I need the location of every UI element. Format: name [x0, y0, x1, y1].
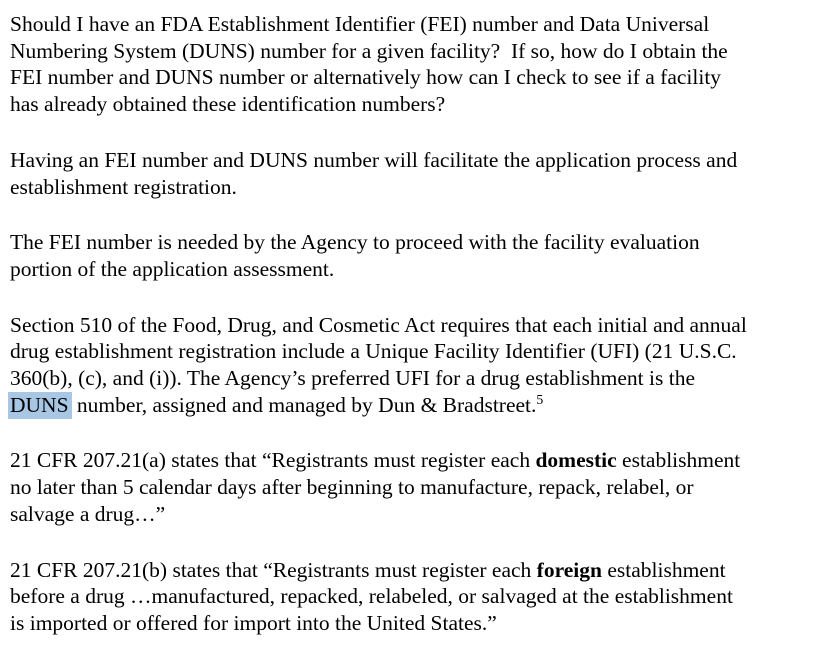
paragraph [10, 11, 836, 118]
text-line [10, 447, 836, 474]
text-segment: 21 CFR 207.21(b) states that “Registrants must register each [10, 557, 537, 582]
paragraph [10, 557, 836, 637]
text-line [10, 174, 836, 201]
text-segment: number, assigned and managed by Dun & Bradstreet. [71, 392, 537, 417]
bold-text-segment: foreign [536, 557, 602, 582]
text-segment: establishment [616, 448, 741, 473]
text-segment: salvage a drug…” [10, 501, 166, 526]
text-segment: Should I have an FDA Establishment Identifier (FEI) number and Data Universal [10, 12, 710, 36]
text-segment: 360(b), (c), and (i)). The Agency’s preferred UFI for a drug establishment is the [10, 366, 695, 391]
text-line [10, 312, 836, 339]
text-line [10, 557, 836, 584]
bold-text-segment: domestic [535, 448, 617, 473]
text-segment: establishment [601, 557, 726, 582]
text-line [10, 256, 836, 283]
footnote-reference: 5 [536, 391, 544, 407]
text-line [10, 229, 836, 256]
highlighted-text: DUNS [8, 392, 72, 419]
text-segment: The FEI number is needed by the Agency to proceed with the facility evaluation [10, 230, 700, 255]
text-line [10, 501, 836, 528]
text-line [10, 147, 836, 174]
paragraph [10, 447, 836, 527]
text-line [10, 11, 836, 38]
text-segment: no later than 5 calendar days after beginning to manufacture, repack, relabel, or [10, 475, 694, 500]
text-segment: FEI number and DUNS number or alternatively how can I check to see if a facility [10, 65, 722, 90]
text-line [10, 583, 836, 610]
text-segment: Section 510 of the Food, Drug, and Cosmetic Act requires that each initial and annual [10, 312, 747, 337]
text-segment: drug establishment registration include a Unique Facility Identifier (UFI) (21 U.S.C. [10, 339, 737, 364]
text-line [10, 91, 836, 118]
paragraph [10, 229, 836, 282]
text-line [10, 38, 836, 65]
paragraph [10, 147, 836, 200]
text-segment: portion of the application assessment. [10, 256, 335, 281]
text-line [10, 610, 836, 637]
text-segment: 21 CFR 207.21(a) states that “Registrants must register each [10, 448, 536, 473]
text-line [10, 392, 836, 419]
text-segment: Numbering System (DUNS) number for a given facility? If so, how do I obtain the [10, 38, 728, 63]
text-segment: before a drug …manufactured, repacked, relabeled, or salvaged at the establishment [10, 584, 733, 609]
text-segment: establishment registration. [10, 174, 237, 199]
text-line [10, 474, 836, 501]
paragraph [10, 312, 836, 419]
text-line [10, 338, 836, 365]
text-segment: is imported or offered for import into the United States.” [10, 610, 497, 635]
text-line [10, 365, 836, 392]
text-segment: has already obtained these identification numbers? [10, 92, 446, 117]
text-segment: Having an FEI number and DUNS number will facilitate the application process and [10, 147, 738, 172]
text-line [10, 64, 836, 91]
